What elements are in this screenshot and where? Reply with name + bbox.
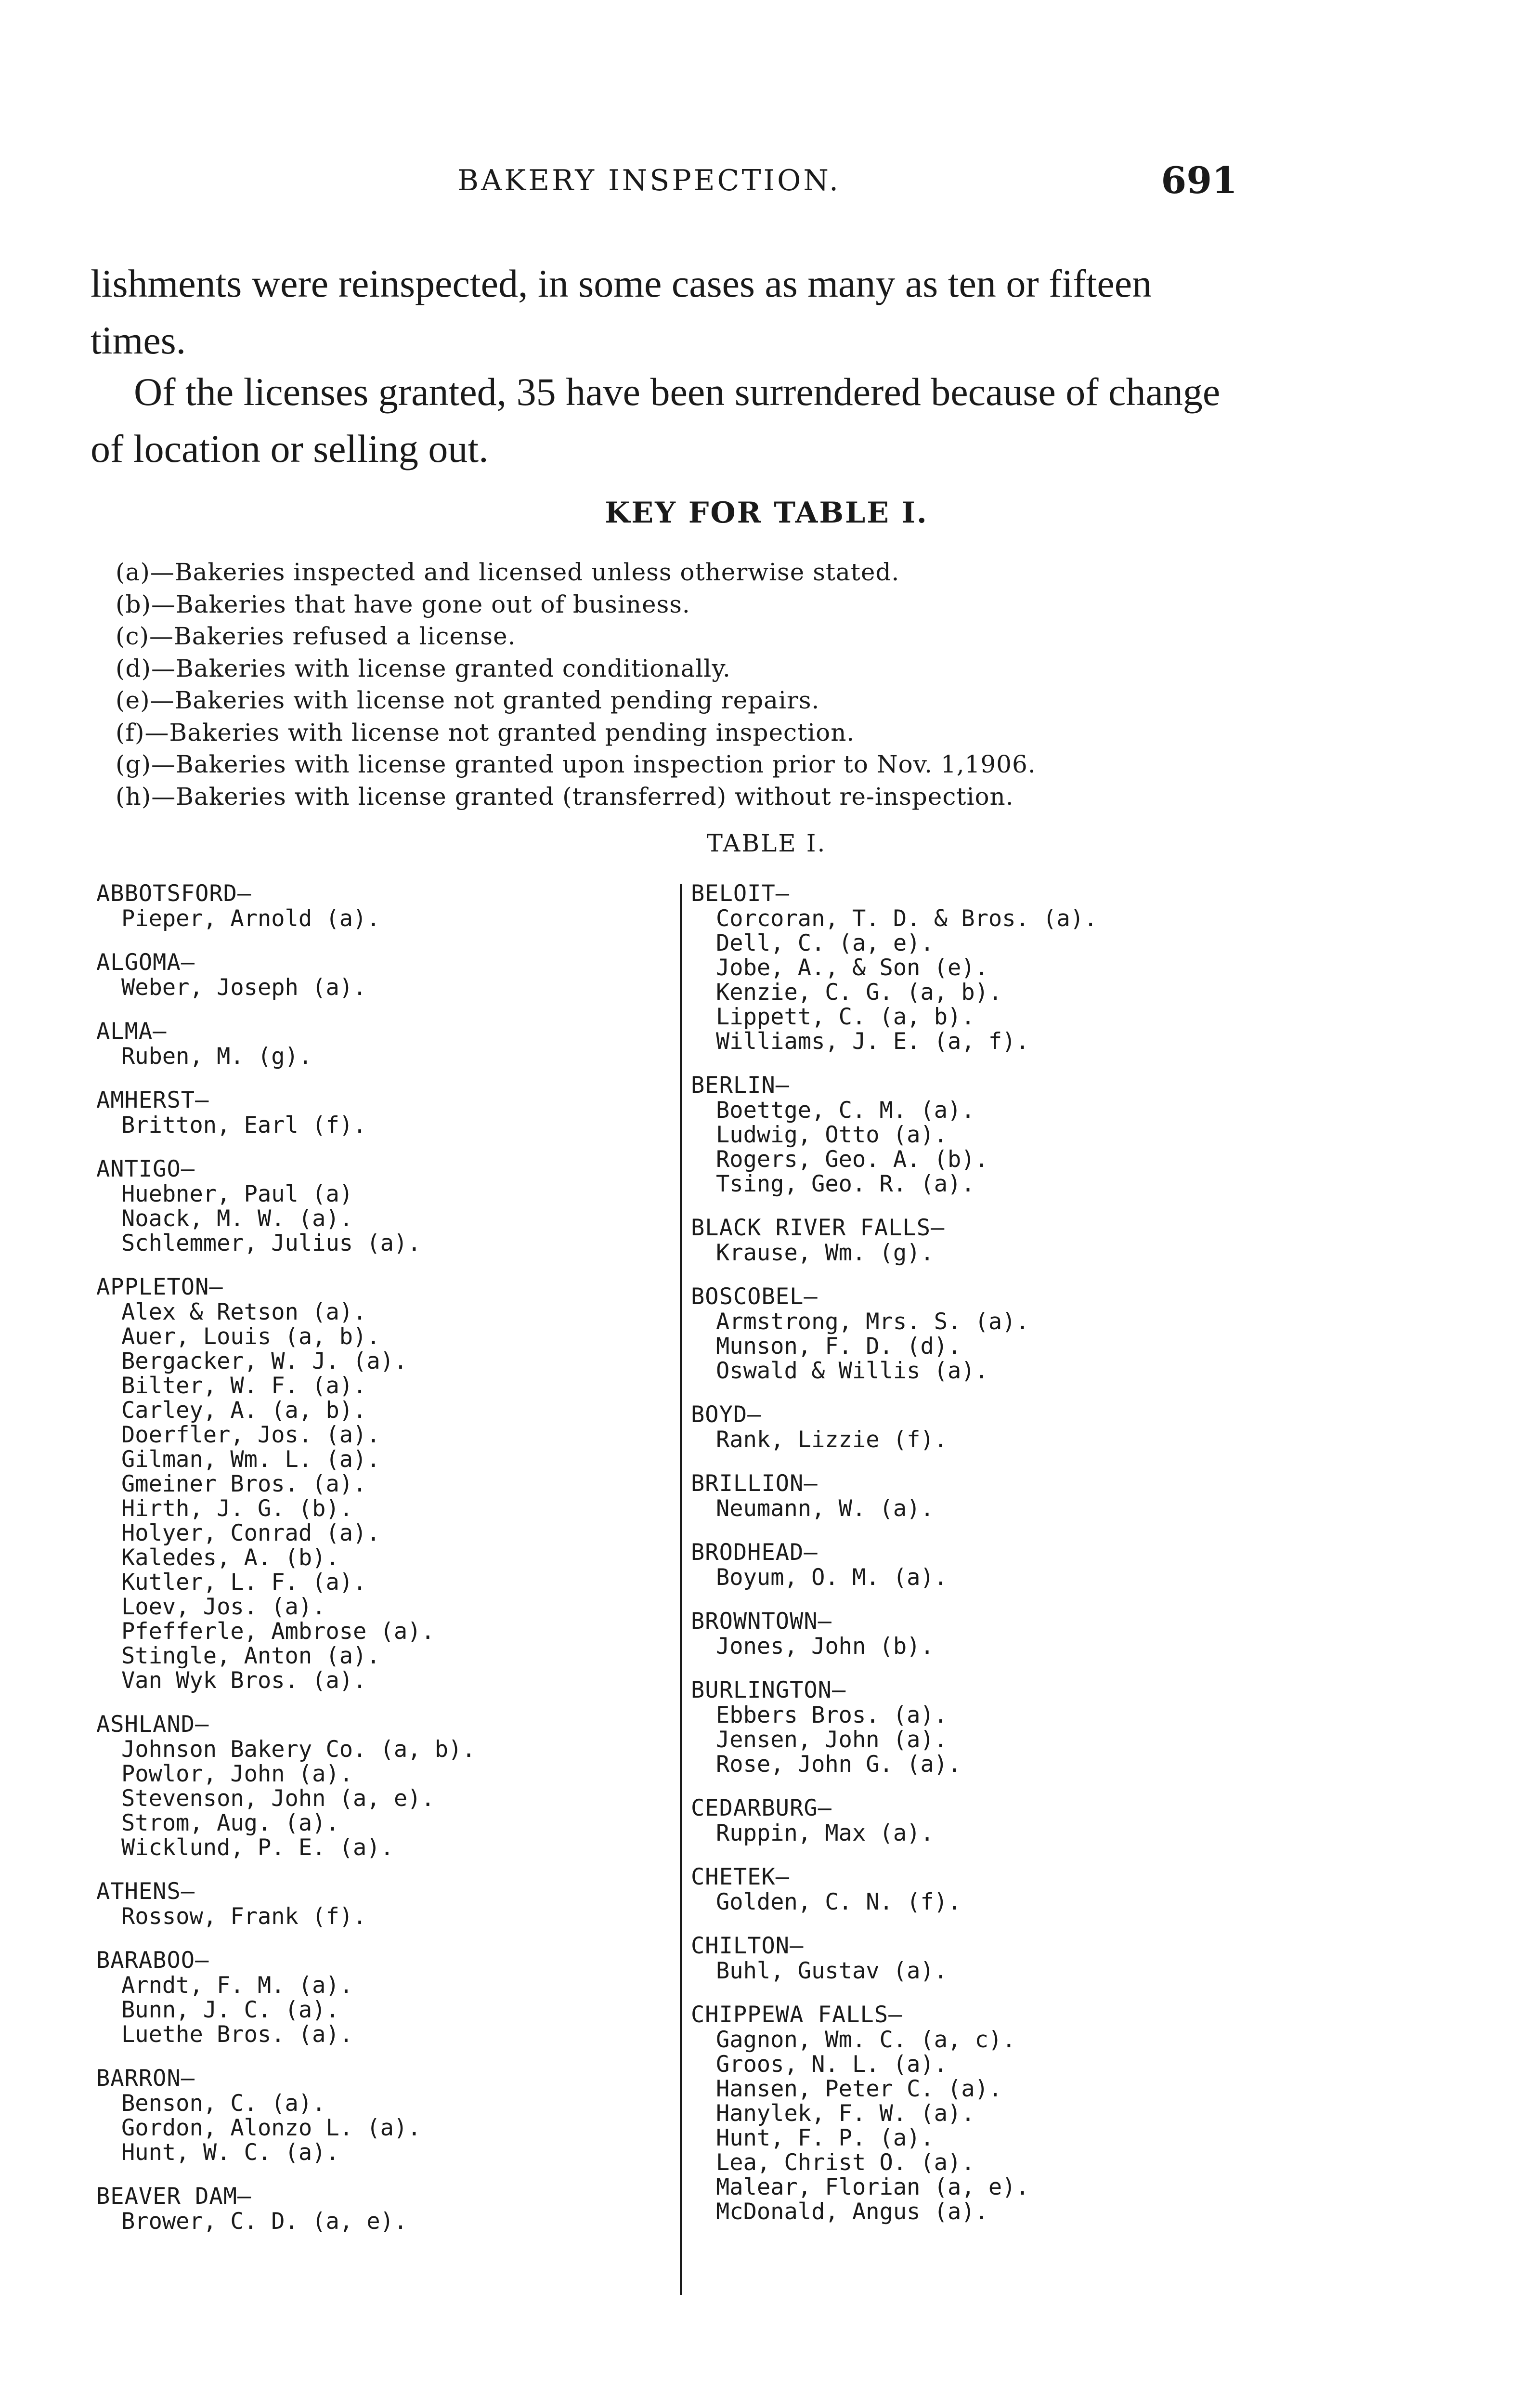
town-group <box>691 1678 1259 1777</box>
body-paragraph: lishments were reinspected, in some cases as many as ten or fifteen times. <box>91 262 1152 362</box>
town-name: BELOIT— <box>691 880 790 907</box>
running-title: BAKERY INSPECTION. <box>457 164 841 197</box>
bakery-entry: Neumann, W. (a). <box>716 1495 934 1522</box>
town-name: BROWNTOWN— <box>691 1608 832 1635</box>
bakery-entry: Boyum, O. M. (a). <box>716 1564 948 1591</box>
bakery-entry: Hunt, W. C. (a). <box>121 2139 339 2166</box>
town-name: BOSCOBEL— <box>691 1283 818 1310</box>
bakery-entry: Gilman, Wm. L. (a). <box>121 1446 380 1473</box>
town-name: ABBOTSFORD— <box>96 880 252 907</box>
bakery-entry: Stingle, Anton (a). <box>121 1643 380 1669</box>
bakery-entry: Hirth, J. G. (b). <box>121 1495 353 1522</box>
bakery-entry: Hansen, Peter C. (a). <box>716 2076 1002 2102</box>
bakery-entry: Munson, F. D. (d). <box>716 1333 961 1360</box>
bakery-entry: Kenzie, C. G. (a, b). <box>716 979 1002 1006</box>
bakery-entry: Jobe, A., & Son (e). <box>716 955 988 981</box>
town-name: ASHLAND— <box>96 1711 209 1738</box>
key-item: (c)—Bakeries refused a license. <box>116 622 516 650</box>
bakery-entry: Auer, Louis (a, b). <box>121 1323 380 1350</box>
town-group <box>691 1073 1259 1196</box>
town-group <box>96 1712 664 1860</box>
town-group <box>96 1879 664 1929</box>
town-name: BARRON— <box>96 2065 195 2092</box>
bakery-entry: Alex & Retson (a). <box>121 1299 367 1325</box>
bakery-entry: Boettge, C. M. (a). <box>716 1097 975 1124</box>
town-group <box>691 1609 1259 1659</box>
town-group <box>96 881 664 931</box>
bakery-entry: Rossow, Frank (f). <box>121 1903 367 1930</box>
bakery-entry: Hanylek, F. W. (a). <box>716 2100 975 2127</box>
town-group <box>691 1216 1259 1265</box>
bakery-entry: Ruppin, Max (a). <box>716 1820 934 1846</box>
town-group <box>691 2002 1259 2224</box>
bakery-entry: Krause, Wm. (g). <box>716 1240 934 1266</box>
page-header <box>457 159 1237 207</box>
table-left-column <box>96 881 664 2253</box>
bakery-entry: Brower, C. D. (a, e). <box>121 2208 408 2235</box>
town-group <box>96 1948 664 2047</box>
bakery-entry: Bilter, W. F. (a). <box>121 1373 367 1399</box>
bakery-entry: Gagnon, Wm. C. (a, c). <box>716 2027 1016 2053</box>
bakery-entry: Strom, Aug. (a). <box>121 1810 339 1836</box>
bakery-entry: Arndt, F. M. (a). <box>121 1972 353 1999</box>
bakery-entry: Carley, A. (a, b). <box>121 1397 367 1424</box>
bakery-entry: Bunn, J. C. (a). <box>121 1997 339 2023</box>
town-name: ANTIGO— <box>96 1156 195 1182</box>
bakery-entry: Van Wyk Bros. (a). <box>121 1667 367 1694</box>
key-list <box>116 556 1036 812</box>
bakery-entry: Britton, Earl (f). <box>121 1112 367 1139</box>
town-group <box>691 1934 1259 1983</box>
town-group <box>691 1402 1259 1452</box>
key-item: (g)—Bakeries with license granted upon inspection prior to Nov. 1,1906. <box>116 750 1036 778</box>
table-right-column <box>691 881 1259 2243</box>
bakery-entry: Rank, Lizzie (f). <box>716 1426 948 1453</box>
bakery-entry: Rose, John G. (a). <box>716 1751 961 1778</box>
bakery-entry: Groos, N. L. (a). <box>716 2051 948 2078</box>
town-name: AMHERST— <box>96 1087 209 1113</box>
bakery-entry: Johnson Bakery Co. (a, b). <box>121 1736 476 1763</box>
body-paragraph: Of the licenses granted, 35 have been surrendered because of change of location or selling out. <box>91 370 1221 471</box>
town-name: BERLIN— <box>691 1072 790 1099</box>
bakery-entry: Weber, Joseph (a). <box>121 974 367 1001</box>
bakery-entry: Gordon, Alonzo L. (a). <box>121 2115 421 2141</box>
bakery-entry: Pieper, Arnold (a). <box>121 905 380 932</box>
bakery-entry: Tsing, Geo. R. (a). <box>716 1171 975 1197</box>
bakery-entry: Powlor, John (a). <box>121 1761 353 1787</box>
bakery-entry: Lea, Christ O. (a). <box>716 2149 975 2176</box>
town-group <box>691 1471 1259 1521</box>
town-group <box>96 1019 664 1069</box>
bakery-entry: Huebner, Paul (a) <box>121 1181 353 1207</box>
bakery-entry: McDonald, Angus (a). <box>716 2199 988 2225</box>
bakery-entry: Pfefferle, Ambrose (a). <box>121 1618 435 1645</box>
bakery-entry: Gmeiner Bros. (a). <box>121 1471 367 1497</box>
bakery-entry: Malear, Florian (a, e). <box>716 2174 1029 2200</box>
bakery-entry: Wicklund, P. E. (a). <box>121 1834 394 1861</box>
bakery-entry: Doerfler, Jos. (a). <box>121 1422 380 1448</box>
key-item: (a)—Bakeries inspected and licensed unless otherwise stated. <box>116 558 900 586</box>
bakery-entry: Ludwig, Otto (a). <box>716 1122 948 1148</box>
bakery-entry: Jones, John (b). <box>716 1633 934 1660</box>
town-group <box>691 881 1259 1054</box>
town-name: ATHENS— <box>96 1878 195 1905</box>
town-name: CHIPPEWA FALLS— <box>691 2002 903 2028</box>
bakery-entry: Corcoran, T. D. & Bros. (a). <box>716 905 1098 932</box>
town-group <box>96 2184 664 2234</box>
key-item: (b)—Bakeries that have gone out of business. <box>116 590 690 618</box>
bakery-entry: Holyer, Conrad (a). <box>121 1520 380 1546</box>
town-name: ALGOMA— <box>96 949 195 976</box>
bakery-entry: Bergacker, W. J. (a). <box>121 1348 408 1374</box>
bakery-entry: Golden, C. N. (f). <box>716 1889 961 1915</box>
bakery-entry: Luethe Bros. (a). <box>121 2021 353 2048</box>
town-name: CHILTON— <box>691 1933 804 1959</box>
key-title: KEY FOR TABLE I. <box>605 496 928 530</box>
bakery-entry: Oswald & Willis (a). <box>716 1358 988 1384</box>
page-number: 691 <box>1161 159 1237 202</box>
bakery-entry: Jensen, John (a). <box>716 1727 948 1753</box>
bakery-entry: Loev, Jos. (a). <box>121 1594 326 1620</box>
town-name: BURLINGTON— <box>691 1677 846 1703</box>
town-name: BARABOO— <box>96 1947 209 1974</box>
key-item: (d)—Bakeries with license granted conditionally. <box>116 654 731 682</box>
bakery-entry: Armstrong, Mrs. S. (a). <box>716 1309 1029 1335</box>
bakery-entry: Rogers, Geo. A. (b). <box>716 1146 988 1173</box>
bakery-entry: Buhl, Gustav (a). <box>716 1958 948 1984</box>
key-item: (e)—Bakeries with license not granted pending repairs. <box>116 686 820 714</box>
town-group <box>96 1157 664 1256</box>
bakery-entry: Lippett, C. (a, b). <box>716 1004 975 1030</box>
town-name: BOYD— <box>691 1401 762 1428</box>
town-group <box>691 1865 1259 1914</box>
bakery-entry: Kutler, L. F. (a). <box>121 1569 367 1596</box>
town-name: BRILLION— <box>691 1470 818 1497</box>
bakery-entry: Williams, J. E. (a, f). <box>716 1028 1029 1055</box>
bakery-entry: Benson, C. (a). <box>121 2090 326 2117</box>
key-item: (h)—Bakeries with license granted (transferred) without re-inspection. <box>116 782 1014 811</box>
town-group <box>96 1088 664 1138</box>
town-group <box>691 1284 1259 1383</box>
bakery-entry: Ruben, M. (g). <box>121 1043 312 1070</box>
bakery-entry: Schlemmer, Julius (a). <box>121 1230 421 1256</box>
town-group <box>96 2066 664 2165</box>
town-name: APPLETON— <box>96 1274 223 1300</box>
town-name: BLACK RIVER FALLS— <box>691 1215 945 1241</box>
key-item: (f)—Bakeries with license not granted pending inspection. <box>116 718 855 746</box>
bakery-entry: Kaledes, A. (b). <box>121 1544 339 1571</box>
town-group <box>96 1275 664 1693</box>
town-group <box>96 950 664 1000</box>
town-name: BRODHEAD— <box>691 1539 818 1566</box>
town-name: CEDARBURG— <box>691 1795 832 1821</box>
column-divider <box>680 884 682 2295</box>
bakery-entry: Ebbers Bros. (a). <box>716 1702 948 1728</box>
bakery-entry: Stevenson, John (a, e). <box>121 1785 435 1812</box>
bakery-entry: Dell, C. (a, e). <box>716 930 934 956</box>
town-name: ALMA— <box>96 1018 167 1045</box>
town-name: BEAVER DAM— <box>96 2183 252 2210</box>
bakery-entry: Noack, M. W. (a). <box>121 1205 353 1232</box>
town-name: CHETEK— <box>691 1864 790 1890</box>
town-group <box>691 1540 1259 1590</box>
bakery-entry: Hunt, F. P. (a). <box>716 2125 934 2151</box>
table-title: TABLE I. <box>706 829 827 857</box>
town-group <box>691 1796 1259 1845</box>
